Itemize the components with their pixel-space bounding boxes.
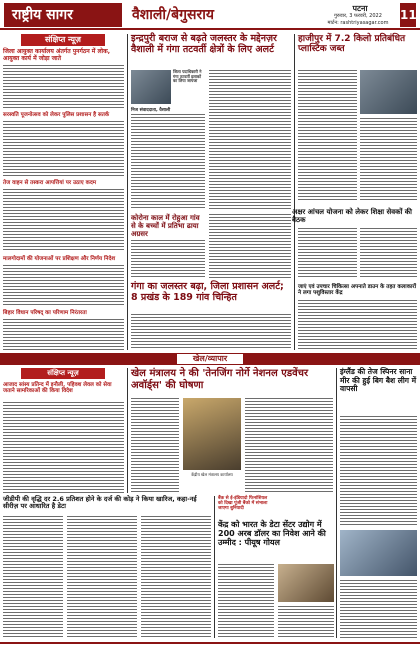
sports-text-1: [131, 398, 179, 493]
brief-subhead-2: तेज वाहन से तस्करा आपत्तियां पर उठाए कदम: [3, 180, 97, 186]
lower-brief-headline: आजाद सांस्य प्रतिन्द में इनौली, पहिवश लेवल को सेवा जताने सामरिकाओं की किया विदेश: [3, 382, 112, 395]
lead-story: [131, 34, 291, 350]
cricket-headline: इंग्लैंड की तेज स्पिनर साना मीर की हुई बिग बैश लीग में वापसी: [340, 367, 417, 394]
site-line: मार्टन: rashtriyasagar.com: [327, 20, 389, 26]
health-headline: जाएं एवं उपचार चिकित्सा अपनाते डाउन के तहत कलाकारों ने लगा पशुविस्तार केंद्र: [298, 284, 417, 297]
brief-text-4: [3, 265, 124, 307]
sports-photo-caption: केंद्रीय खेल मंत्रालय कार्यालय: [191, 472, 233, 477]
lower-brief-column: [3, 368, 124, 493]
brief-subhead-3: मालगोदामों की योजनाओं पर प्रशिक्षण और निर्णय निदेश: [3, 256, 116, 262]
literacy-text-1: [298, 228, 357, 278]
brief-subhead-4: बिहार विधान परिषद् का परिणाम निरंतरता: [3, 310, 87, 316]
story2-headline: कोरोना काल में रोहुआ गांव से के बच्चों में प्रतिभा ढाया अग्रसर: [131, 214, 200, 239]
lead-photo: [131, 70, 171, 104]
sports-photo: [183, 398, 241, 470]
edition-title: वैशाली/बेगुसराय: [132, 7, 214, 23]
gdp-text-3: [141, 516, 211, 638]
lower-brief-text: [3, 402, 124, 493]
right-column: [292, 34, 417, 350]
brief-column: [3, 34, 124, 350]
invest-headline: केंद्र को भारत के डेटा सेंटर उद्योग में 200 अरब डॉलर का निवेश आने की उम्मीद : पीयूष गोयल: [218, 520, 326, 548]
lead-photo-caption: जिला पदाधिकारी ने गंगा तटवर्ती इलाकों का लिया जायजा: [173, 69, 202, 84]
column-divider: [127, 34, 128, 350]
page-number: 11: [400, 3, 416, 27]
brief-subhead-1: सरस्वति पूजनोत्सव को लेकर पुलिस प्रशासन है सतर्क: [3, 112, 110, 118]
bank-headline: बैंक से ई-इंडियादो फिनांशियल को दिखा पूंजी बैंको में संभाला जाएगा बुनियादी: [218, 496, 268, 512]
invest-story: [218, 520, 334, 638]
lower-divider-2: [336, 368, 337, 638]
section-label: खेल/व्यापार: [176, 353, 244, 365]
gdp-story: [3, 496, 211, 638]
brief-text-3: [3, 189, 124, 251]
column-divider-2: [294, 34, 295, 350]
date-line: गुरुवार, 3 फरवरी, 2022: [334, 13, 382, 19]
lead-text-1: [131, 114, 205, 209]
gdp-text-1: [3, 516, 63, 638]
lower-divider-3: [214, 496, 215, 638]
story3-headline: गंगा का जलस्तर बढ़ा, जिला प्रशासन अलर्ट; 8 प्रखंड के 189 गांव चिन्हित: [131, 281, 284, 303]
sports-story: [131, 368, 333, 493]
plastic-photo: [360, 70, 417, 114]
lower-brief-tag: संक्षिप्त न्यूज़: [21, 368, 105, 379]
lead-text-2: [209, 70, 291, 209]
sports-text-2: [245, 398, 333, 493]
brief-text-2: [3, 121, 124, 176]
brief-lead-headline: जिला आयुक्त कार्यालय अंतर्गत पुनर्गठन में लोक, आयुक्त कार्य में जोड़ा जाते: [3, 48, 110, 62]
city-label: पटना: [352, 4, 368, 13]
sports-headline: खेल मंत्रालय ने की 'तेनजिंग नोर्गे नेशनल एडवेंचर अवॉर्ड्स' की घोषणा: [131, 368, 309, 391]
invest-photo: [278, 564, 334, 602]
plastic-text-2: [360, 118, 417, 202]
health-text: [298, 300, 417, 350]
brief-tag: संक्षिप्त न्यूज़: [21, 34, 105, 46]
gdp-headline: जीडीपी की वृद्धि दर 2.6 प्रतिशत होने के दर्ज की कोड़ ने किया खारिज, कहा-नई सीरीज़ पर आधारित है डेटा: [3, 495, 197, 511]
plastic-headline: हाजीपुर में 7.2 किलो प्रतिबंधित प्लास्टिक जब्त: [298, 34, 406, 55]
bottom-rule: [0, 642, 420, 644]
lead-headline: इन्द्रपुरी बराज से बढ़ते जलस्तर के मद्देनज़र वैशाली में गंगा तटवर्ती क्षेत्रों के लिए अलर्ट: [131, 33, 277, 55]
masthead: [0, 0, 420, 30]
gdp-text-2: [67, 516, 137, 638]
lower-divider: [127, 368, 128, 493]
brand-box: राष्ट्रीय सागर: [4, 3, 122, 27]
lead-byline: निज संवाददाता, वैशाली: [131, 108, 171, 113]
cricket-story: [340, 368, 417, 638]
plastic-text-1: [298, 70, 357, 202]
section-bar: [0, 353, 420, 365]
literacy-text-2: [360, 228, 417, 278]
brief-text-5: [3, 319, 124, 350]
story3-text: [131, 314, 291, 350]
invest-text-2: [278, 606, 334, 638]
cricket-text-2: [340, 580, 417, 638]
story2-text-b: [209, 214, 291, 278]
brief-text-1: [3, 65, 124, 109]
literacy-headline: अक्षर आंचल योजना को लेकर शिक्षा सेवकों की बैठक: [292, 208, 412, 225]
cricket-photo: [340, 530, 417, 576]
story2-text: [131, 240, 205, 278]
cricket-text-1: [340, 416, 417, 526]
invest-text-1: [218, 564, 274, 638]
